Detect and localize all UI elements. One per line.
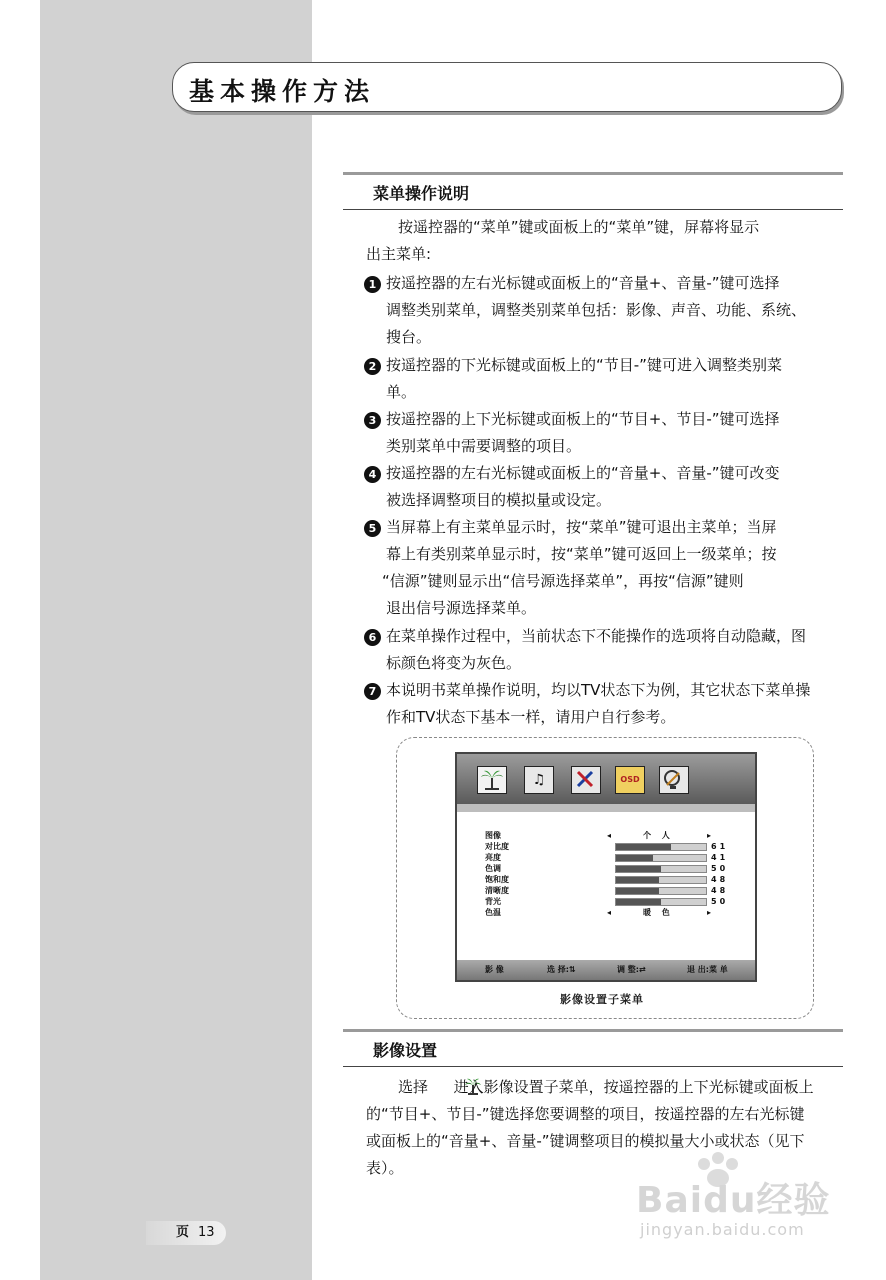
row-label: 清晰度 [485,886,509,895]
level-bar-fill [616,877,659,883]
row-label: 亮度 [485,853,501,862]
tv-menu-row [485,852,735,863]
list-item-line: 退出信号源选择菜单。 [386,599,537,617]
footer-category: 影 像 [485,965,504,974]
list-item [364,677,848,731]
tv-menu-row [485,841,735,852]
palm-tree-icon [477,766,507,794]
footer-exit-hint: 退 出:菜 单 [687,965,728,974]
list-item-line: 本说明书菜单操作说明，均以TV状态下为例，其它状态下菜单操 [386,681,811,699]
tv-menu-footer [457,960,755,980]
page-number: 13 [198,1225,215,1240]
list-item-line: 标颜色将变为灰色。 [386,654,522,672]
palm-tree-icon [433,1077,449,1095]
title-banner [172,62,842,112]
footer-select-hint: 选 择:⇅ [547,965,576,974]
satellite-icon [659,766,689,794]
row-choice-value: 暖 色 [643,908,674,917]
list-item-line: 按遥控器的上下光标键或面板上的“节目+、节目-”键可选择 [386,410,780,428]
para-text: 进入影像设置子菜单，按遥控器的上下光标键或面板上 [453,1078,814,1096]
level-bar-fill [616,866,661,872]
tools-icon [571,766,601,794]
footer-adjust-hint: 调 整:⇄ [617,965,646,974]
tv-menu-screenshot [455,752,757,982]
step-number-badge: 1 [364,276,381,293]
level-bar-fill [616,899,661,905]
row-label: 背光 [485,897,501,906]
tv-menu-row [485,896,735,907]
list-item [364,514,848,622]
intro-paragraph [366,214,846,241]
intro-line-2: 出主菜单: [366,245,432,263]
step-number-badge: 4 [364,466,381,483]
section-heading-text: 菜单操作说明 [373,184,470,203]
baidu-watermark [630,1150,850,1250]
list-item-line: 调整类别菜单，调整类别菜单包括：影像、声音、功能、系统、 [386,301,807,319]
arrow-right-icon: ▸ [707,908,712,917]
list-item-line: 在菜单操作过程中，当前状态下不能操作的选项将自动隐藏，图 [386,627,807,645]
row-label: 饱和度 [485,875,509,884]
list-item-line: 作和TV状态下基本一样，请用户自行参考。 [386,708,676,726]
tv-menu-row [485,830,735,841]
list-item [364,406,848,460]
section-heading-text: 影像设置 [373,1041,438,1060]
arrow-right-icon: ▸ [707,831,712,840]
list-item-line: “信源”键则显示出“信号源选择菜单”，再按“信源”键则 [382,572,744,590]
list-item-line: 按遥控器的下光标键或面板上的“节目-”键可进入调整类别菜 [386,356,782,374]
section-heading-menu [343,172,843,210]
step-number-badge: 3 [364,412,381,429]
page-number-tab [146,1221,226,1245]
list-item-line: 类别菜单中需要调整的项目。 [386,437,582,455]
row-value: 50 [711,897,729,906]
row-label: 对比度 [485,842,509,851]
tv-menu-row [485,907,735,918]
para-text: 表）。 [366,1159,404,1177]
list-item-line: 搜台。 [386,328,432,346]
step-number-badge: 5 [364,520,381,537]
osd-icon: OSD [615,766,645,794]
intro-line-1: 按遥控器的“菜单”键或面板上的“菜单”键，屏幕将显示 [398,218,760,236]
para-text: 的“节目+、节目-”键选择您要调整的项目，按遥控器的左右光标键 [366,1105,805,1123]
tv-menu-row [485,885,735,896]
left-gray-band [40,0,312,1280]
list-item-line: 单。 [386,383,417,401]
tv-menu-row [485,874,735,885]
music-note-icon: ♫ [524,766,554,794]
level-bar [615,876,707,884]
level-bar [615,865,707,873]
list-item [364,460,848,514]
row-choice-value: 个 人 [643,831,674,840]
list-item [364,623,848,677]
row-value: 41 [711,853,729,862]
row-value: 61 [711,842,729,851]
tv-menu-divider [457,804,755,812]
watermark-url: jingyan.baidu.com [640,1220,805,1239]
level-bar-fill [616,888,659,894]
level-bar [615,843,707,851]
list-item [364,270,848,351]
row-value: 50 [711,864,729,873]
level-bar [615,898,707,906]
row-label: 色调 [485,864,501,873]
arrow-left-icon: ◂ [607,831,612,840]
figure-caption: 影像设置子菜单 [560,993,644,1006]
section-heading-picture [343,1029,843,1067]
picture-paragraph-line [366,1101,850,1128]
intro-paragraph-cont [366,241,846,268]
para-text: 或面板上的“音量+、音量-”键调整项目的模拟量大小或状态（见下 [366,1132,805,1150]
list-item-line: 按遥控器的左右光标键或面板上的“音量+、音量-”键可改变 [386,464,780,482]
para-text: 选择 [398,1078,429,1096]
level-bar-fill [616,844,671,850]
tv-icon-bar [457,754,755,805]
row-label: 图像 [485,831,501,840]
list-item-line: 当屏幕上有主菜单显示时，按“菜单”键可退出主菜单；当屏 [386,518,777,536]
level-bar [615,887,707,895]
step-number-badge: 7 [364,683,381,700]
list-item-line: 被选择调整项目的模拟量或设定。 [386,491,612,509]
watermark-main: Baidu经验 [636,1180,831,1221]
page-title: 基本操作方法 [189,77,376,106]
level-bar [615,854,707,862]
row-value: 48 [711,886,729,895]
list-item-line: 幕上有类别菜单显示时，按“菜单”键可返回上一级菜单；按 [386,545,777,563]
arrow-left-icon: ◂ [607,908,612,917]
row-label: 色温 [485,908,501,917]
step-number-badge: 6 [364,629,381,646]
tv-menu-row [485,863,735,874]
row-value: 48 [711,875,729,884]
step-number-badge: 2 [364,358,381,375]
list-item-line: 按遥控器的左右光标键或面板上的“音量+、音量-”键可选择 [386,274,780,292]
list-item [364,352,848,406]
level-bar-fill [616,855,653,861]
page-label: 页 [176,1225,190,1240]
picture-paragraph [366,1074,846,1101]
